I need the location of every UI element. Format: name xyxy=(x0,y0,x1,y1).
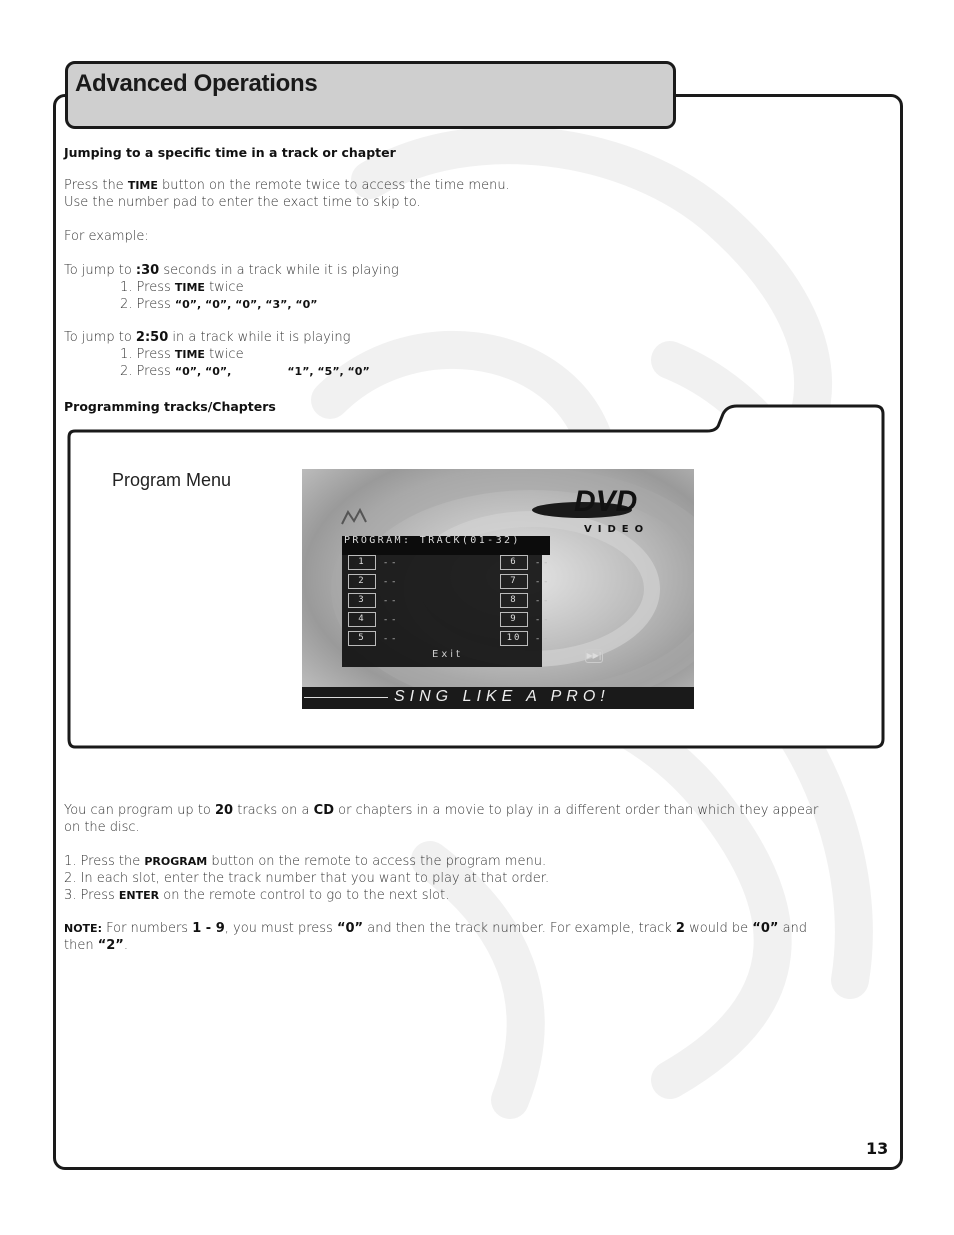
program-slot-value: - - xyxy=(536,595,549,606)
program-slot-number: 8 xyxy=(500,593,528,608)
program-slot-number: 4 xyxy=(348,612,376,627)
program-slot[interactable] xyxy=(348,610,438,629)
program-intro-paragraph: You can program up to 20 tracks on a CD or chapters in a movie to play in a different order than which they appear on the disc. xyxy=(64,803,819,835)
page-number: 13 xyxy=(866,1139,889,1158)
intro-text: Use the number pad to enter the exact time to skip to. xyxy=(64,195,421,210)
example-2 xyxy=(64,329,370,380)
program-slot-number: 9 xyxy=(500,612,528,627)
dvd-logo: DVD xyxy=(574,485,638,518)
skip-forward-icon[interactable]: ▶▶| xyxy=(585,649,603,663)
program-step-3: 3. Press ENTER on the remote control to go to the next slot. xyxy=(64,888,450,903)
time-key-label: TIME xyxy=(127,179,158,192)
dvd-logo-subtitle: VIDEO xyxy=(584,524,650,535)
time-value: 2:50 xyxy=(135,330,169,345)
program-slot-number: 3 xyxy=(348,593,376,608)
section-heading-programming: Programming tracks/Chapters xyxy=(64,399,276,414)
program-slot[interactable] xyxy=(500,610,590,629)
program-slot-value: - - xyxy=(384,557,397,568)
program-slot-number: 7 xyxy=(500,574,528,589)
program-slot-value: - - xyxy=(384,633,397,644)
exit-button[interactable]: Exit xyxy=(432,649,463,660)
program-slot-value: - - xyxy=(536,633,549,644)
example-1 xyxy=(64,262,399,313)
program-slots-right xyxy=(500,553,590,648)
program-slot[interactable] xyxy=(348,553,438,572)
section-heading-jump-time: Jumping to a specific time in a track or chapter xyxy=(64,145,396,160)
note-paragraph: NOTE: For numbers 1 - 9, you must press “0” and then the track number. For example, track 2 would be “0” and then “2”. xyxy=(64,921,808,953)
example-2-step-1: 1. Press TIME twice xyxy=(120,347,244,362)
program-step-2: 2. In each slot, enter the track number that you want to play at that order. xyxy=(64,871,550,886)
note-label: NOTE: xyxy=(64,922,102,935)
program-step-1: 1. Press the PROGRAM button on the remote to access the program menu. xyxy=(64,854,547,869)
example-text: To jump to xyxy=(64,263,136,278)
program-slots-left xyxy=(348,553,438,648)
program-menu-title: PROGRAM: TRACK(01-32) xyxy=(344,535,521,546)
program-slot[interactable] xyxy=(500,591,590,610)
program-slot-number: 5 xyxy=(348,631,376,646)
example-1-step-1: 1. Press TIME twice xyxy=(120,280,244,295)
time-value: :30 xyxy=(135,263,160,278)
example-label: For example: xyxy=(64,229,149,244)
program-slot-value: - - xyxy=(536,557,549,568)
slogan-line xyxy=(304,697,388,698)
intro-paragraph xyxy=(64,177,510,211)
program-menu-label: Program Menu xyxy=(112,470,232,490)
program-slot-value: - - xyxy=(384,614,397,625)
program-slot[interactable] xyxy=(500,629,590,648)
example-text: To jump to xyxy=(64,330,136,345)
example-2-step-2: 2. Press “0”, “0”, “1”, “5”, “0” xyxy=(120,364,370,379)
program-slot[interactable] xyxy=(500,572,590,591)
program-slot[interactable] xyxy=(348,629,438,648)
intro-text: Press the xyxy=(64,178,128,193)
program-slot-number: 2 xyxy=(348,574,376,589)
program-slot-value: - - xyxy=(384,595,397,606)
program-slot-number: 1 xyxy=(348,555,376,570)
program-steps xyxy=(64,853,864,904)
program-slot-number: 10 xyxy=(500,631,528,646)
example-text: in a track while it is playing xyxy=(168,330,351,345)
program-slot-number: 6 xyxy=(500,555,528,570)
intro-text: button on the remote twice to access the time menu. xyxy=(157,178,510,193)
program-menu-screenshot xyxy=(302,469,694,709)
program-slot[interactable] xyxy=(348,572,438,591)
program-slot-value: - - xyxy=(536,576,549,587)
program-slot-value: - - xyxy=(384,576,397,587)
slogan: SING LIKE A PRO! xyxy=(394,688,610,705)
program-slot-value: - - xyxy=(536,614,549,625)
program-slot[interactable] xyxy=(348,591,438,610)
page-title: Advanced Operations xyxy=(75,70,318,97)
section-title-tab xyxy=(65,61,676,129)
example-1-step-2: 2. Press “0”, “0”, “0”, “3”, “0” xyxy=(120,297,318,312)
program-slot[interactable] xyxy=(500,553,590,572)
example-text: seconds in a track while it is playing xyxy=(159,263,399,278)
